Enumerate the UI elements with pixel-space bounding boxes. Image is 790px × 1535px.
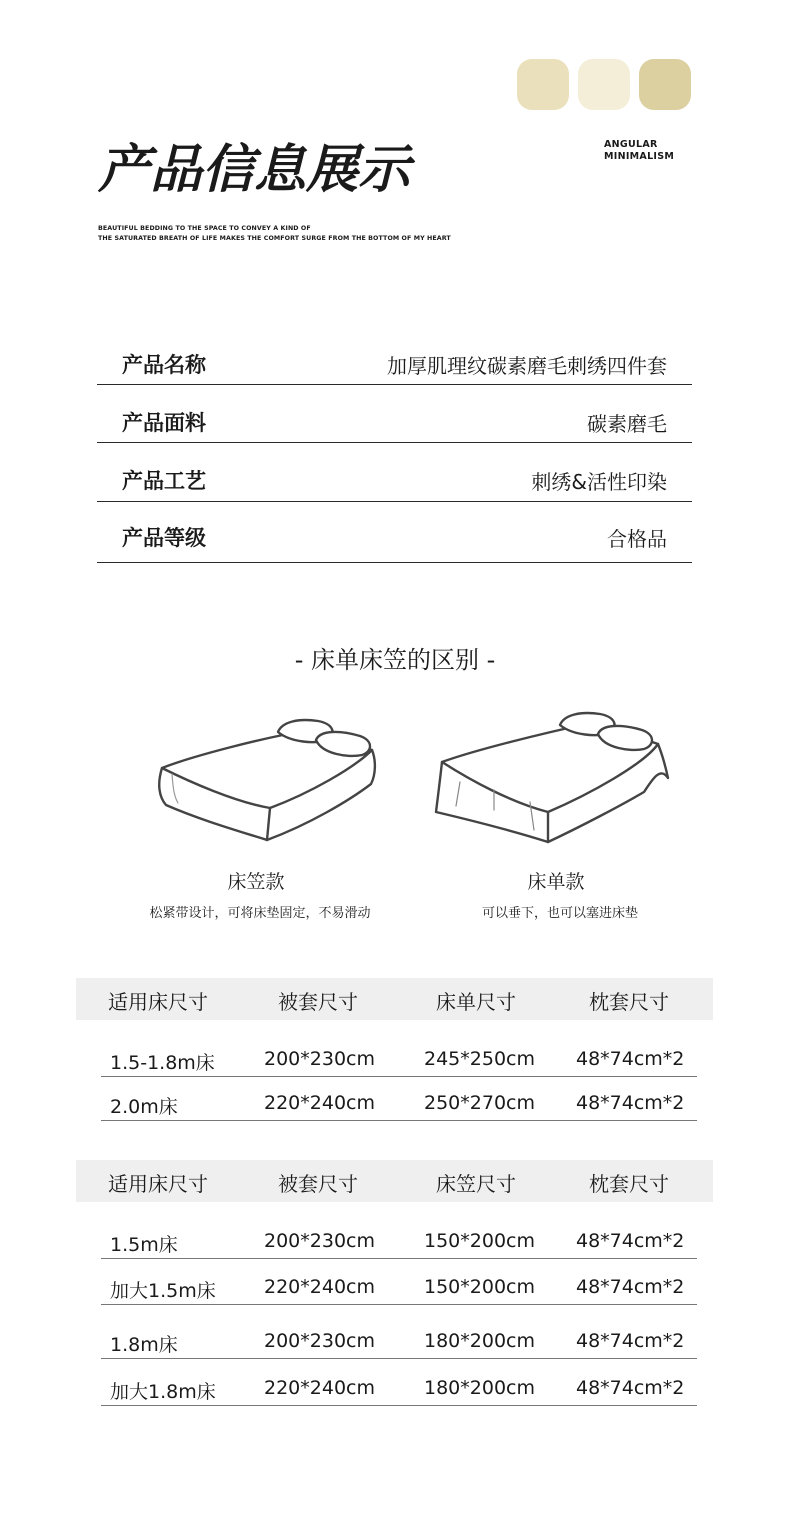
table1-header-duvet: 被套尺寸 <box>278 990 358 1014</box>
table-cell: 180*200cm <box>424 1377 535 1399</box>
fitted-sheet-desc: 松紧带设计，可将床垫固定，不易滑动 <box>149 906 371 921</box>
subtitle-line-2: THE SATURATED BREATH OF LIFE MAKES THE COMFORT SURGE FROM THE BOTTOM OF MY HEART <box>98 235 451 242</box>
table2-header-duvet: 被套尺寸 <box>278 1172 358 1196</box>
color-swatch-3 <box>639 59 691 110</box>
section-title: - 床单床笠的区别 - <box>294 646 496 674</box>
table2-header <box>76 1160 713 1202</box>
info-row-grade <box>97 522 692 563</box>
flat-sheet-bed-icon <box>430 702 675 852</box>
table-cell: 150*200cm <box>424 1230 535 1252</box>
table-cell: 245*250cm <box>424 1048 535 1070</box>
table1-header-pillow: 枕套尺寸 <box>589 990 669 1014</box>
fitted-sheet-bed-icon <box>150 702 390 852</box>
table-cell: 48*74cm*2 <box>576 1377 685 1399</box>
flat-sheet-desc: 可以垂下，也可以塞进床垫 <box>481 906 638 921</box>
table-cell: 48*74cm*2 <box>576 1048 685 1070</box>
info-label: 产品等级 <box>122 526 206 550</box>
table1-header-bed: 适用床尺寸 <box>108 990 208 1014</box>
table-cell: 48*74cm*2 <box>576 1230 685 1252</box>
info-row-name <box>97 349 692 385</box>
table-cell: 48*74cm*2 <box>576 1276 685 1298</box>
info-value: 加厚肌理纹碳素磨毛刺绣四件套 <box>387 354 667 378</box>
subtitle <box>98 224 451 244</box>
table1-header <box>76 978 713 1020</box>
subtitle-line-1: BEAUTIFUL BEDDING TO THE SPACE TO CONVEY A KIND OF <box>98 225 311 232</box>
table-cell: 2.0m床 <box>110 1096 178 1118</box>
info-label: 产品名称 <box>122 353 206 377</box>
table2-header-bed: 适用床尺寸 <box>108 1172 208 1196</box>
table-cell: 250*270cm <box>424 1092 535 1114</box>
info-row-fabric <box>97 407 692 443</box>
table-cell: 1.5-1.8m床 <box>110 1052 215 1074</box>
table1-header-sheet: 床单尺寸 <box>436 990 516 1014</box>
table-cell: 200*230cm <box>264 1048 375 1070</box>
table-cell: 48*74cm*2 <box>576 1092 685 1114</box>
table-cell: 200*230cm <box>264 1330 375 1352</box>
table-cell: 220*240cm <box>264 1092 375 1114</box>
color-swatch-1 <box>517 59 569 110</box>
table-row <box>101 1268 697 1305</box>
page-title: 产品信息展示 <box>98 140 411 200</box>
table-row <box>101 1322 697 1359</box>
table-row <box>101 1040 697 1077</box>
flat-sheet-label: 床单款 <box>527 871 585 893</box>
table-row <box>101 1369 697 1406</box>
table-cell: 加大1.5m床 <box>110 1280 216 1302</box>
info-label: 产品工艺 <box>122 469 206 493</box>
table-cell: 1.8m床 <box>110 1334 178 1356</box>
brand-tagline <box>604 139 674 163</box>
info-value: 碳素磨毛 <box>587 412 667 436</box>
info-label: 产品面料 <box>122 411 206 435</box>
table-cell: 220*240cm <box>264 1276 375 1298</box>
table2-header-pillow: 枕套尺寸 <box>589 1172 669 1196</box>
table-cell: 48*74cm*2 <box>576 1330 685 1352</box>
brand-line-1: ANGULAR <box>604 139 658 150</box>
table2-header-fitted: 床笠尺寸 <box>436 1172 516 1196</box>
table-row <box>101 1222 697 1259</box>
fitted-sheet-label: 床笠款 <box>227 871 285 893</box>
brand-line-2: MINIMALISM <box>604 151 675 162</box>
info-value: 合格品 <box>607 527 667 551</box>
table-cell: 180*200cm <box>424 1330 535 1352</box>
color-swatch-2 <box>578 59 630 110</box>
table-cell: 220*240cm <box>264 1377 375 1399</box>
table-cell: 200*230cm <box>264 1230 375 1252</box>
info-value: 刺绣&活性印染 <box>531 470 667 494</box>
table-cell: 加大1.8m床 <box>110 1381 216 1403</box>
info-row-craft <box>97 465 692 502</box>
table-row <box>101 1084 697 1121</box>
table-cell: 1.5m床 <box>110 1234 178 1256</box>
table-cell: 150*200cm <box>424 1276 535 1298</box>
